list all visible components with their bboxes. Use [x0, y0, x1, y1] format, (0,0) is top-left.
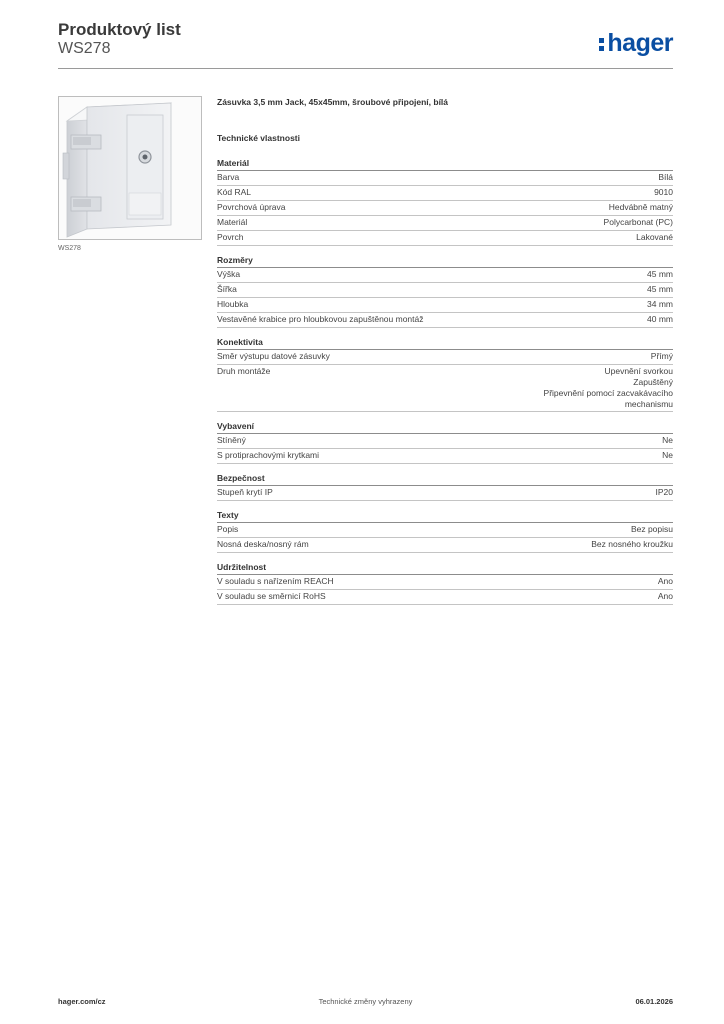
spec-row — [217, 365, 673, 412]
spec-value — [658, 576, 673, 587]
spec-row — [217, 268, 673, 283]
spec-value — [604, 217, 673, 228]
spec-row — [217, 283, 673, 298]
spec-group-title: Udržitelnost — [217, 562, 673, 575]
spec-label: V souladu se směrnicí RoHS — [217, 591, 326, 601]
spec-row — [217, 201, 673, 216]
spec-value — [658, 591, 673, 602]
logo-wordmark: hager — [607, 29, 673, 57]
spec-value-line: Ano — [657, 591, 673, 601]
hager-logo — [599, 30, 673, 56]
spec-value-line: IP20 — [655, 487, 673, 497]
spec-value — [647, 314, 673, 325]
spec-label: Vestavěné krabice pro hloubkovou zapuštěnou montáž — [217, 314, 424, 324]
spec-value-line: 40 mm — [647, 314, 673, 324]
spec-value-line: Bez popisu — [630, 524, 673, 534]
product-image — [58, 96, 202, 240]
spec-row — [217, 350, 673, 365]
spec-label: Stíněný — [217, 435, 246, 445]
spec-value-line: 34 mm — [647, 299, 673, 309]
spec-value-line: Lakované — [636, 232, 673, 242]
spec-value-line: Připevnění pomocí zacvakávacího — [543, 388, 673, 398]
spec-label: S protiprachovými krytkami — [217, 450, 320, 460]
spec-value-line: Hedvábně matný — [608, 202, 673, 212]
spec-row — [217, 434, 673, 449]
spec-group — [217, 510, 673, 553]
product-specs — [217, 96, 673, 605]
spec-label: Nosná deska/nosný rám — [217, 539, 309, 549]
spec-value-line: Ano — [657, 576, 673, 586]
spec-groups — [217, 158, 673, 605]
product-code: WS278 — [58, 40, 111, 57]
spec-value-line: Polycarbonat (PC) — [603, 217, 673, 227]
spec-label: V souladu s nařízením REACH — [217, 576, 334, 586]
spec-group-title: Vybavení — [217, 421, 673, 434]
spec-value-line: Bílá — [658, 172, 673, 182]
spec-label: Hloubka — [217, 299, 249, 309]
product-description: Zásuvka 3,5 mm Jack, 45x45mm, šroubové připojení, bílá — [217, 97, 449, 107]
spec-value-line: Bez nosného kroužku — [591, 539, 673, 549]
spec-value — [651, 351, 673, 362]
spec-row — [217, 313, 673, 328]
spec-row — [217, 231, 673, 246]
document-title: Produktový list — [58, 20, 181, 39]
spec-label: Stupeň krytí IP — [217, 487, 273, 497]
spec-value — [636, 232, 673, 243]
spec-group-title: Rozměry — [217, 255, 673, 268]
footer-date: 06.01.2026 — [635, 997, 673, 1006]
spec-group-title: Materiál — [217, 158, 673, 171]
spec-value — [656, 487, 674, 498]
spec-value — [544, 366, 673, 410]
spec-value-line: Přímý — [650, 351, 673, 361]
spec-value — [609, 202, 673, 213]
spec-group — [217, 337, 673, 412]
spec-value — [647, 269, 673, 280]
spec-group — [217, 255, 673, 328]
spec-label: Povrchová úprava — [217, 202, 286, 212]
spec-group-title: Konektivita — [217, 337, 673, 350]
spec-row — [217, 186, 673, 201]
spec-value-line: Zapuštěný — [633, 377, 673, 387]
logo-colon-mark — [599, 32, 605, 54]
spec-row — [217, 486, 673, 501]
spec-row — [217, 298, 673, 313]
spec-label: Směr výstupu datové zásuvky — [217, 351, 330, 361]
page-header — [58, 20, 673, 70]
spec-value-line: 9010 — [654, 187, 673, 197]
spec-group-title: Texty — [217, 510, 673, 523]
spec-value — [662, 450, 673, 461]
spec-value — [631, 524, 673, 535]
spec-label: Materiál — [217, 217, 248, 227]
socket-illustration — [59, 97, 201, 239]
image-caption: WS278 — [58, 245, 81, 252]
spec-group — [217, 473, 673, 501]
footer-note: Technické změny vyhrazeny — [318, 997, 413, 1006]
page-footer — [58, 997, 673, 1011]
spec-row — [217, 575, 673, 590]
spec-value — [591, 539, 673, 550]
spec-value-line: mechanismu — [624, 399, 673, 409]
spec-value-line: Ne — [662, 435, 673, 445]
spec-row — [217, 590, 673, 605]
spec-value-line: Ne — [662, 450, 673, 460]
spec-label: Povrch — [217, 232, 244, 242]
spec-row — [217, 216, 673, 231]
spec-value-line: 45 mm — [647, 284, 673, 294]
header-divider — [58, 68, 673, 69]
spec-value — [647, 299, 673, 310]
spec-label: Barva — [217, 172, 240, 182]
spec-group — [217, 421, 673, 464]
spec-label: Popis — [217, 524, 239, 534]
spec-group — [217, 562, 673, 605]
technical-properties-heading: Technické vlastnosti — [217, 133, 300, 143]
spec-value-line: Upevnění svorkou — [604, 366, 673, 376]
spec-value-line: 45 mm — [647, 269, 673, 279]
spec-row — [217, 538, 673, 553]
spec-row — [217, 171, 673, 186]
spec-value — [654, 187, 673, 198]
spec-value — [662, 435, 673, 446]
spec-value — [647, 284, 673, 295]
spec-row — [217, 449, 673, 464]
spec-label: Výška — [217, 269, 241, 279]
footer-website: hager.com/cz — [58, 997, 106, 1006]
spec-label: Druh montáže — [217, 366, 271, 376]
spec-label: Kód RAL — [217, 187, 252, 197]
spec-value — [658, 172, 673, 183]
spec-group — [217, 158, 673, 246]
spec-row — [217, 523, 673, 538]
spec-label: Šířka — [217, 284, 237, 294]
spec-group-title: Bezpečnost — [217, 473, 673, 486]
